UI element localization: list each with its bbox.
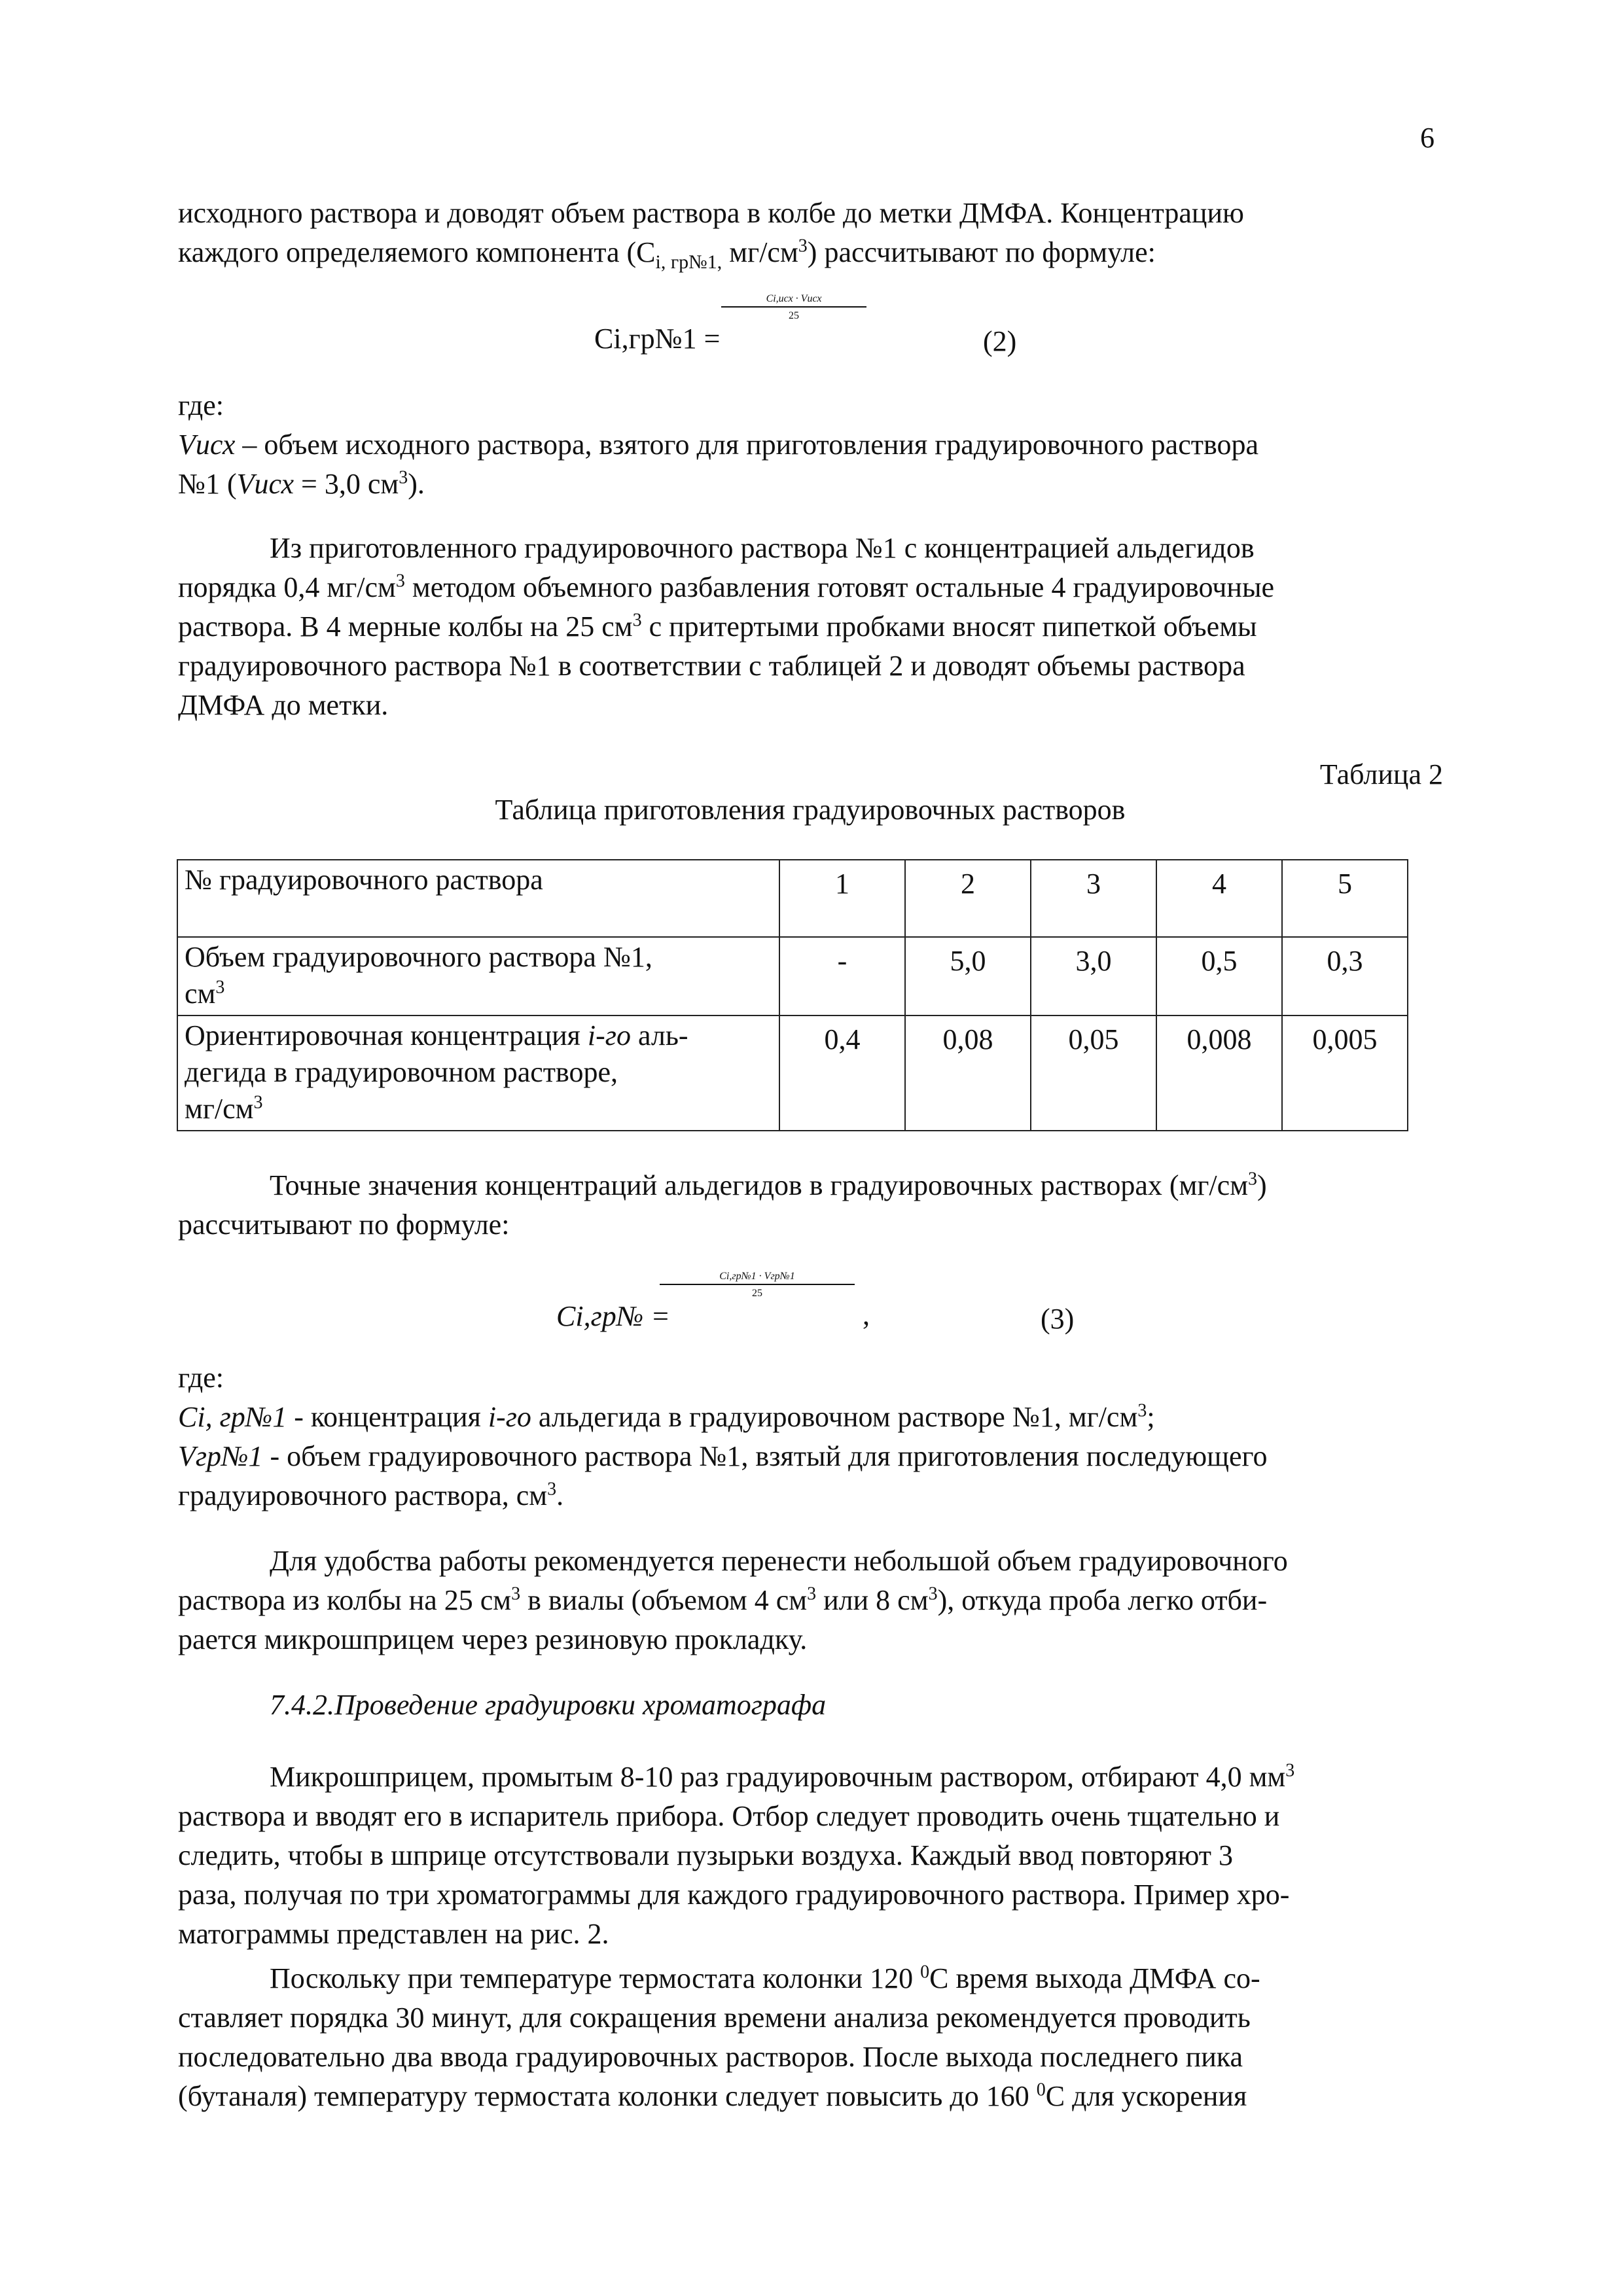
text-line: (бутаналя) температуру термостата колонки следует повысить до 160 $^0$С для ускорения [178,2079,1247,2112]
table-title: Таблица приготовления градуировочных растворов [495,794,1126,826]
table-cell: 0,4 [779,1016,905,1131]
table-cell: 4 [1156,860,1282,937]
page-number: 6 [1420,122,1435,154]
text-line: каждого определяемого компонента ($C_{i, гр№1,}$ $мг/см^3$) рассчитывают по формуле: [178,236,1156,273]
paragraph-exact-values [178,1166,1442,1245]
paragraph-vials [178,1542,1442,1659]
text-line: градуировочного раствора №1 в соответствии с таблицей 2 и доводят объемы раствора [178,650,1245,682]
text-line: рается микрошприцем через резиновую прокладку. [178,1623,808,1655]
table-cell: 5,0 [905,937,1031,1016]
where-block-2 [178,1358,1442,1515]
section-heading: 7.4.2.Проведение градуировки хроматографа [270,1689,827,1721]
table-cell: - [779,937,905,1016]
table-cell: № градуировочного раствора [177,860,779,937]
paragraph-temperature [178,1959,1442,2116]
text-line: порядка 0,4 $мг/см^3$ методом объемного разбавления готовят остальные 4 градуировочные [178,571,1275,603]
text-line: Vисх – объем исходного раствора, взятого для приготовления градуировочного раствора [178,429,1258,461]
where-label: где: [178,1362,224,1394]
text-line: матограммы представлен на рис. 2. [178,1918,609,1950]
formula-lhs: Ci,гр№1 = [594,323,721,355]
text-line: рассчитывают по формуле: [178,1209,510,1241]
text-line: раствора из колбы на 25 $см^3$ в виалы (объемом 4 $см^3$ или 8 $см^3$), откуда проба легко отби- [178,1583,1268,1616]
text-line: раствора. В 4 мерные колбы на 25 $см^3$ с притертыми пробками вносят пипеткой объемы [178,610,1257,643]
table-cell: 1 [779,860,905,937]
table-cell: 0,3 [1282,937,1408,1016]
where-label: где: [178,389,224,421]
text-line: Микрошприцем, промытым 8-10 раз градуировочным раствором, отбирают 4,0 $мм^3$ [270,1760,1295,1793]
table-cell: 0,08 [905,1016,1031,1131]
table-cell: Объем градуировочного раствора №1, $см^3$ [177,937,779,1016]
paragraph-intro [178,194,1442,272]
text-line: следить, чтобы в шприце отсутствовали пузырьки воздуха. Каждый ввод повторяют 3 [178,1839,1234,1871]
formula-fraction [660,1271,855,1299]
table-row [177,860,1408,937]
text-line: Для удобства работы рекомендуется перенести небольшой объем градуировочного [270,1545,1288,1577]
formula-numerator: Ci,гр№1 · Vгр№1 [660,1271,855,1285]
paragraph-dilution [178,529,1442,725]
where-block-1 [178,386,1442,504]
formula-number: (3) [1041,1303,1075,1335]
paragraph-calibration [178,1757,1442,1954]
formula-comma: , [863,1299,870,1331]
table-cell: 3 [1031,860,1156,937]
table-cell: 0,05 [1031,1016,1156,1131]
text-line: последовательно два ввода градуировочных растворов. После выхода последнего пика [178,2041,1243,2073]
table-label: Таблица 2 [1319,758,1443,790]
text-line: Ci, гр№1 - концентрация i-го альдегида в градуировочном растворе №1, $мг/см^3$; [178,1400,1155,1433]
formula-denominator: 25 [789,310,799,321]
formula-fraction [721,293,866,322]
text-line: градуировочного раствора, $см^3$. [178,1479,564,1511]
text-line: раза, получая по три хроматограммы для каждого градуировочного раствора. Пример хро- [178,1879,1290,1911]
text-line: Из приготовленного градуировочного раствора №1 с концентрацией альдегидов [270,532,1255,564]
text-line: ДМФА до метки. [178,689,389,721]
text-line: ставляет порядка 30 минут, для сокращения времени анализа рекомендуется проводить [178,2002,1251,2034]
table-row [177,1016,1408,1131]
table-cell: 2 [905,860,1031,937]
table-row [177,937,1408,1016]
formula-number: (2) [983,325,1017,357]
text-line: Точные значения концентраций альдегидов в градуировочных растворах $(мг/см^3)$ [270,1169,1267,1201]
table-cell: 0,005 [1282,1016,1408,1131]
table-cell: 0,008 [1156,1016,1282,1131]
text-line: Vгр№1 - объем градуировочного раствора №1, взятый для приготовления последующего [178,1440,1268,1472]
formula-numerator: Ci,исх · Vисх [721,293,866,308]
text-line: Поскольку при температуре термостата колонки 120 $^0$С время выхода ДМФА со- [270,1962,1260,1994]
table-cell: Ориентировочная концентрация i-го аль- дегида в градуировочном растворе, $мг/см^3$ [177,1016,779,1131]
text-line: исходного раствора и доводят объем раствора в колбе до метки ДМФА. Концентрацию [178,197,1244,229]
formula-denominator: 25 [752,1288,762,1299]
table-cell: 5 [1282,860,1408,937]
calibration-table [177,859,1408,1131]
text-line: раствора и вводят его в испаритель прибора. Отбор следует проводить очень тщательно и [178,1800,1280,1832]
table-cell: 0,5 [1156,937,1282,1016]
text-line: №1 (Vисх = 3,0 $см^3$). [178,467,425,500]
table-cell: 3,0 [1031,937,1156,1016]
formula-lhs: Ci,гр№ = [556,1300,670,1332]
